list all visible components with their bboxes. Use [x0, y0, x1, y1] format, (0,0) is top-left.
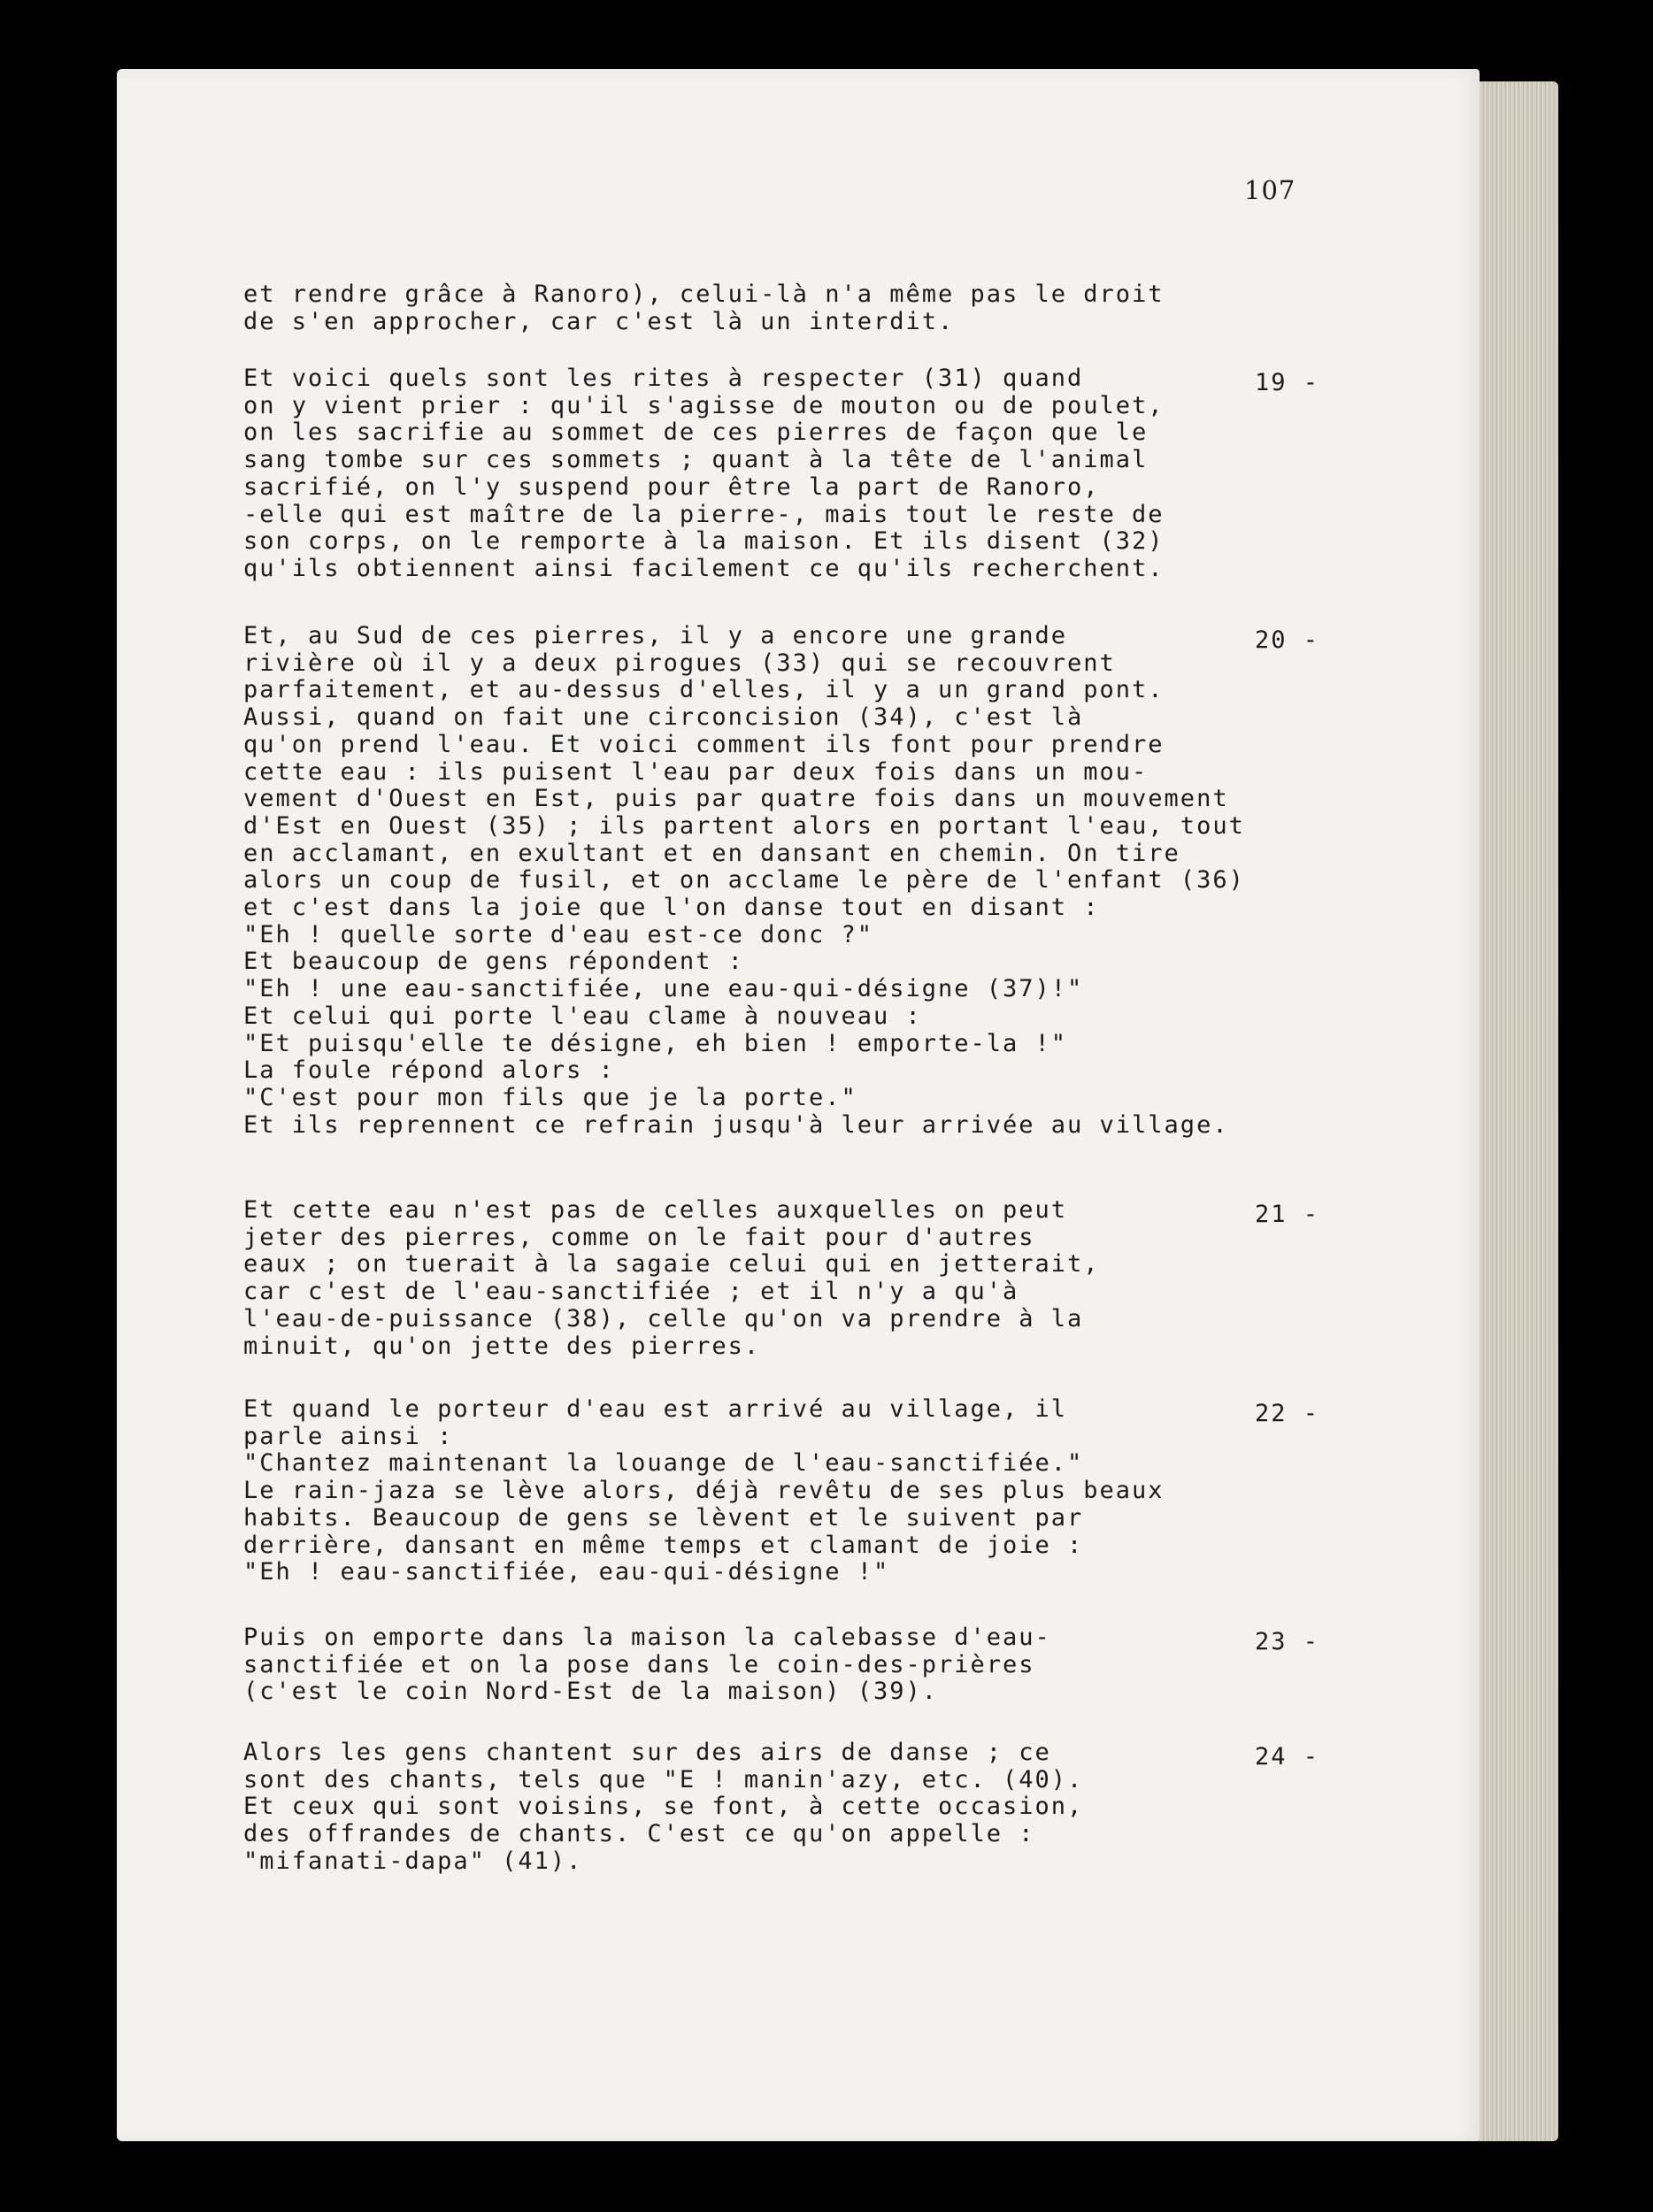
line: La foule répond alors :: [243, 1056, 615, 1085]
paragraph-text: [243, 1740, 1349, 1876]
paragraph-number: 23 -: [1255, 1628, 1320, 1655]
paragraph-number: 24 -: [1255, 1743, 1320, 1770]
line: habits. Beaucoup de gens se lèvent et le suivent par: [243, 1503, 1084, 1532]
line: d'Est en Ouest (35) ; ils partent alors en portant l'eau, tout: [243, 811, 1245, 840]
line: Le rain-jaza se lève alors, déjà revêtu de ses plus beaux: [243, 1477, 1165, 1505]
line: qu'ils obtiennent ainsi facilement ce qu'ils recherchent.: [243, 554, 1165, 582]
line: cette eau : ils puisent l'eau par deux fois dans un mou-: [243, 757, 1149, 786]
line: des offrandes de chants. C'est ce qu'on appelle :: [243, 1820, 1035, 1848]
line: "mifanati-dapa" (41).: [243, 1847, 583, 1875]
line: vement d'Ouest en Est, puis par quatre fois dans un mouvement: [243, 785, 1229, 813]
line: Et ils reprennent ce refrain jusqu'à leur arrivée au village.: [243, 1110, 1229, 1139]
line: "Eh ! une eau-sanctifiée, une eau-qui-désigne (37)!": [243, 975, 1084, 1003]
paragraph-number: 22 -: [1255, 1400, 1320, 1427]
line: alors un coup de fusil, et on acclame le père de l'enfant (36): [243, 866, 1245, 895]
line: "C'est pour mon fils que je la porte.": [243, 1083, 857, 1111]
line: son corps, on le remporte à la maison. Et ils disent (32): [243, 527, 1165, 556]
paragraph-number: 21 -: [1255, 1201, 1320, 1228]
line: et c'est dans la joie que l'on danse tout en disant :: [243, 894, 1100, 922]
line: l'eau-de-puissance (38), celle qu'on va prendre à la: [243, 1304, 1084, 1333]
line: Alors les gens chantent sur des airs de danse ; ce: [243, 1739, 1051, 1766]
line: sanctifiée et on la pose dans le coin-des-prières: [243, 1650, 1035, 1678]
paragraph-number: 19 -: [1255, 369, 1320, 396]
line: sang tombe sur ces sommets ; quant à la tête de l'animal: [243, 446, 1149, 474]
page-number: 107: [1244, 175, 1296, 205]
paragraph-text: [243, 623, 1349, 1139]
paragraph-text: [243, 281, 1349, 335]
line: Et ceux qui sont voisins, se font, à cette occasion,: [243, 1793, 1084, 1821]
line: "Chantez maintenant la louange de l'eau-sanctifiée.": [243, 1449, 1084, 1478]
line: (c'est le coin Nord-Est de la maison) (39).: [243, 1678, 938, 1706]
paragraph-text: [243, 1197, 1349, 1360]
paragraph-text: [243, 1396, 1349, 1586]
line: sont des chants, tels que "E ! manin'azy, etc. (40).: [243, 1765, 1084, 1793]
paragraph-number: 20 -: [1255, 626, 1320, 654]
line: parfaitement, et au-dessus d'elles, il y a un grand pont.: [243, 676, 1165, 704]
page-edge-stack: [1473, 81, 1558, 2141]
line: sacrifié, on l'y suspend pour être la part de Ranoro,: [243, 472, 1100, 501]
line: Et cette eau n'est pas de celles auxquelles on peut: [243, 1196, 1068, 1224]
line: parle ainsi :: [243, 1422, 454, 1450]
line: on les sacrifie au sommet de ces pierres de façon que le: [243, 419, 1149, 447]
paragraph-text: [243, 1624, 1349, 1706]
line: on y vient prier : qu'il s'agisse de mouton ou de poulet,: [243, 391, 1165, 419]
line: Et voici quels sont les rites à respecter (31) quand: [243, 365, 1084, 392]
line: minuit, qu'on jette des pierres.: [243, 1332, 761, 1360]
line: Et beaucoup de gens répondent :: [243, 948, 744, 976]
line: -elle qui est maître de la pierre-, mais tout le reste de: [243, 500, 1165, 528]
line: "Eh ! eau-sanctifiée, eau-qui-désigne !": [243, 1558, 890, 1586]
line: car c'est de l'eau-sanctifiée ; et il n'y a qu'à: [243, 1278, 1019, 1306]
line: Puis on emporte dans la maison la calebasse d'eau-: [243, 1624, 1051, 1651]
line: en acclamant, en exultant et en dansant en chemin. On tire: [243, 839, 1180, 867]
paragraph-text: [243, 365, 1349, 583]
line: "Et puisqu'elle te désigne, eh bien ! emporte-la !": [243, 1029, 1068, 1057]
line: Et, au Sud de ces pierres, il y a encore une grande: [243, 622, 1068, 649]
line: qu'on prend l'eau. Et voici comment ils font pour prendre: [243, 730, 1165, 758]
line: Aussi, quand on fait une circoncision (34), c'est là: [243, 703, 1084, 732]
line: Et celui qui porte l'eau clame à nouveau :: [243, 1002, 922, 1030]
line: et rendre grâce à Ranoro), celui-là n'a même pas le droit: [243, 280, 1165, 308]
line: Et quand le porteur d'eau est arrivé au village, il: [243, 1395, 1068, 1423]
line: de s'en approcher, car c'est là un interdit.: [243, 307, 955, 335]
line: derrière, dansant en même temps et clamant de joie :: [243, 1531, 1084, 1559]
line: rivière où il y a deux pirogues (33) qui se recouvrent: [243, 649, 1116, 677]
line: jeter des pierres, comme on le fait pour d'autres: [243, 1223, 1035, 1251]
line: "Eh ! quelle sorte d'eau est-ce donc ?": [243, 920, 873, 949]
line: eaux ; on tuerait à la sagaie celui qui en jetterait,: [243, 1250, 1100, 1279]
